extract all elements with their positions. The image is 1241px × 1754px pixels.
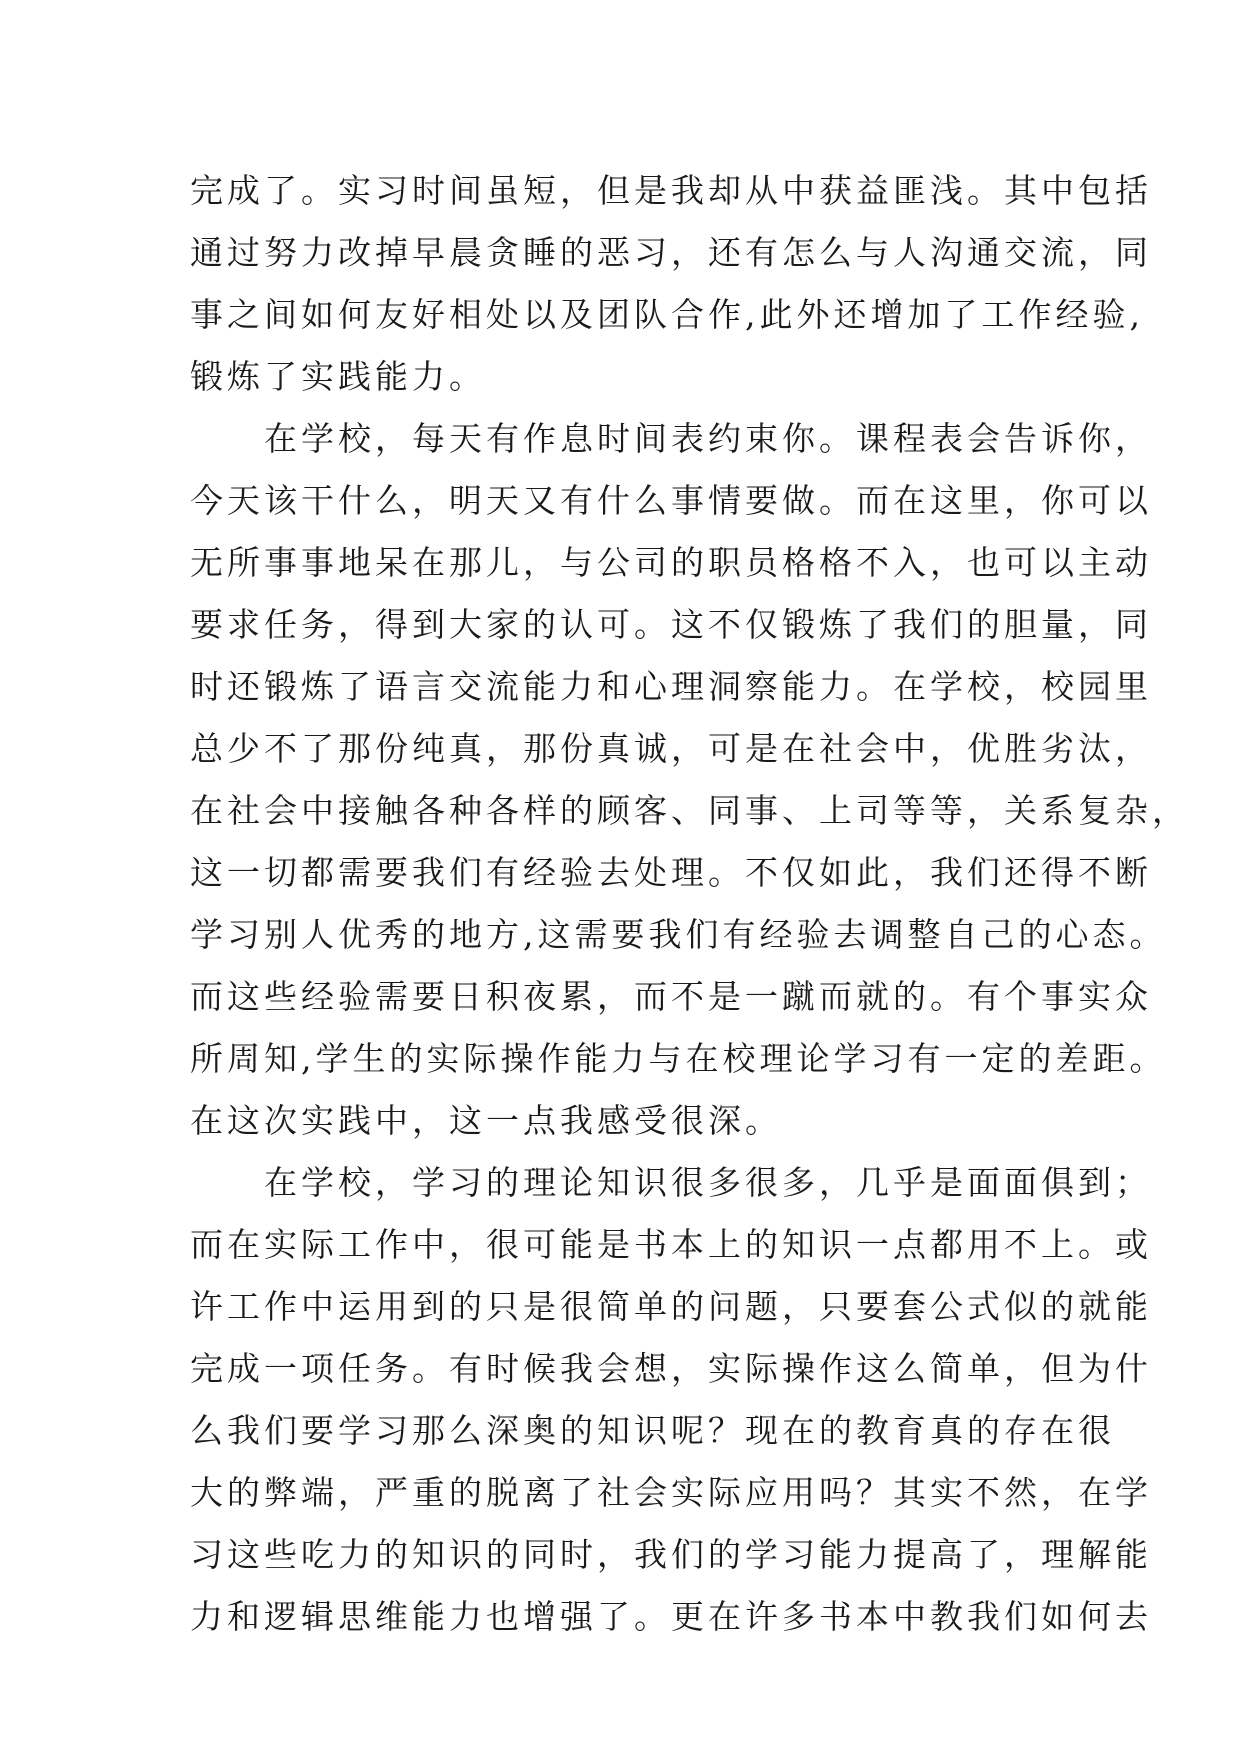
text-line: 完成一项任务。有时候我会想，实际操作这么简单，但为什 <box>190 1349 1152 1388</box>
text-line: 在社会中接触各种各样的顾客、同事、上司等等，关系复杂， <box>190 791 1189 830</box>
text-line: 时还锻炼了语言交流能力和心理洞察能力。在学校，校园里 <box>190 667 1152 706</box>
text-line: 而这些经验需要日积夜累，而不是一蹴而就的。有个事实众 <box>190 977 1152 1016</box>
text-line: 大的弊端，严重的脱离了社会实际应用吗？其实不然，在学 <box>190 1473 1152 1512</box>
text-line: 锻炼了实践能力。 <box>190 357 486 396</box>
text-line: 通过努力改掉早晨贪睡的恶习，还有怎么与人沟通交流，同 <box>190 233 1152 272</box>
body-text <box>190 160 1189 1648</box>
text-line: 在学校，学习的理论知识很多很多，几乎是面面俱到； <box>190 1163 1152 1202</box>
text-line: 在这次实践中，这一点我感受很深。 <box>190 1101 782 1140</box>
text-line: 无所事事地呆在那儿，与公司的职员格格不入，也可以主动 <box>190 543 1152 582</box>
text-line: 今天该干什么，明天又有什么事情要做。而在这里，你可以 <box>190 481 1152 520</box>
text-line: 所周知,学生的实际操作能力与在校理论学习有一定的差距。 <box>190 1039 1167 1078</box>
text-line: 习这些吃力的知识的同时，我们的学习能力提高了，理解能 <box>190 1535 1152 1574</box>
text-line: 许工作中运用到的只是很简单的问题，只要套公式似的就能 <box>190 1287 1152 1326</box>
text-line: 而在实际工作中，很可能是书本上的知识一点都用不上。或 <box>190 1225 1152 1264</box>
text-line: 学习别人优秀的地方,这需要我们有经验去调整自己的心态。 <box>190 915 1167 954</box>
text-line: 总少不了那份纯真，那份真诚，可是在社会中，优胜劣汰， <box>190 729 1152 768</box>
text-line: 么我们要学习那么深奥的知识呢？现在的教育真的存在很 <box>190 1411 1115 1450</box>
text-line: 完成了。实习时间虽短，但是我却从中获益匪浅。其中包括 <box>190 171 1152 210</box>
text-line: 力和逻辑思维能力也增强了。更在许多书本中教我们如何去 <box>190 1597 1152 1636</box>
text-line: 在学校，每天有作息时间表约束你。课程表会告诉你， <box>190 419 1152 458</box>
text-line: 这一切都需要我们有经验去处理。不仅如此，我们还得不断 <box>190 853 1152 892</box>
text-line: 事之间如何友好相处以及团队合作,此外还增加了工作经验, <box>190 295 1144 334</box>
text-line: 要求任务，得到大家的认可。这不仅锻炼了我们的胆量，同 <box>190 605 1152 644</box>
